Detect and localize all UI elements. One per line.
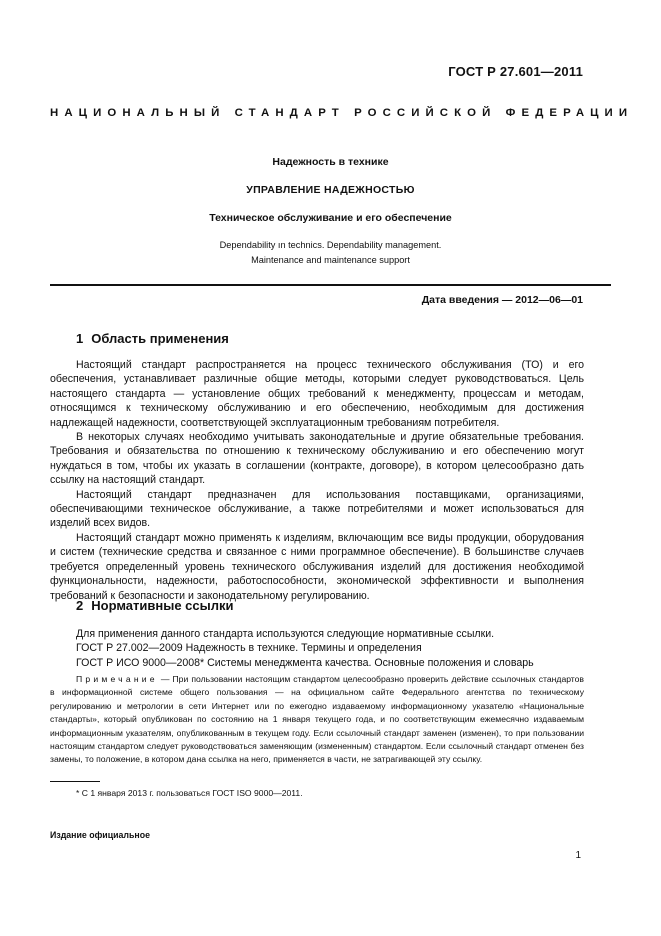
paragraph: В некоторых случаях необходимо учитывать законодательные и другие обязательные требования. Требования и обязательства по отношению к техническому обслуживанию и его обеспечению могут нуждаться в том, чтобы их указать в соглашении (контракте, договоре), в котором целесообразно дать ссылку на настоящий стандарт. — [50, 431, 584, 487]
paragraph: Настоящий стандарт распространяется на процесс технического обслуживания (ТО) и его обеспечения, устанавливает различные общие методы, которыми следует руководствоваться. Цель настоящего стандарта — установление общих требований к менеджменту, процессам и методам, относящимся к техническому обслуживанию и его обеспечению, необходимым для достижения надлежащей надежности, соответствующей эксплуатационным требованиям потребителя. — [50, 359, 584, 429]
paragraph: Настоящий стандарт предназначен для использования поставщиками, организациями, обеспечивающими техническое обслуживание, а также потребителями и может использоваться для изделий всех видов. — [50, 488, 584, 530]
title-line-2: УПРАВЛЕНИЕ НАДЕЖНОСТЬЮ — [246, 184, 415, 196]
section-1-title: Область применения — [91, 331, 229, 346]
section-1-body — [50, 358, 584, 603]
section-1-number: 1 — [76, 331, 84, 346]
national-standard-heading: НАЦИОНАЛЬНЫЙ СТАНДАРТ РОССИЙСКОЙ ФЕДЕРАЦИИ — [50, 107, 634, 119]
page-number: 1 — [575, 850, 581, 861]
references-intro: Для применения данного стандарта используются следующие нормативные ссылки. — [76, 628, 495, 640]
footnote-divider — [50, 781, 100, 782]
introduction-date: Дата введения — 2012—06—01 — [421, 294, 583, 306]
section-2-number: 2 — [76, 598, 84, 613]
title-line-3: Техническое обслуживание и его обеспечение — [209, 212, 452, 224]
title-line-1: Надежность в технике — [272, 156, 389, 168]
section-2-heading — [76, 598, 233, 613]
references-note — [50, 673, 584, 767]
edition-label: Издание официальное — [50, 830, 150, 840]
note-text: — При пользовании настоящим стандартом целесообразно проверить действие ссылочных стандартов в информационной системе общего пользования — на официальном сайте Федерального агентства по техническому регулированию и метрологии в сети Интернет или по ежегодно издаваемому информационному указателю «Национальные стандарты», который опубликован по состоянию на 1 января текущего года, и по соответствующим ежемесячно издаваемым информационным указателям, опубликованным в текущем году. Если ссылочный стандарт заменен (изменен), то при пользовании настоящим стандартом следует руководствоваться заменяющим (измененным) стандартом. Если ссылочный стандарт отменен без замены, то положение, в котором дана ссылка на него, применяется в части, не затрагивающей эту ссылку. — [50, 674, 584, 765]
normative-references — [76, 627, 584, 670]
paragraph: Настоящий стандарт можно применять к изделиям, включающим все виды продукции, оборудования и систем (технические средства и связанное с ними программное обеспечение). В большинстве случаев требуется определенный уровень технического обслуживания изделий для достижения необходимой функциональности, надежности, работоспособности, экономической эффективности и выполнения требований к безопасности и законодательному регулированию. — [50, 531, 584, 602]
section-2-title: Нормативные ссылки — [91, 598, 234, 613]
english-title-1: Dependability ın technics. Dependability management. — [219, 240, 442, 250]
note-label: Примечание — [76, 674, 158, 684]
footnote: * С 1 января 2013 г. пользоваться ГОСТ ISO 9000—2011. — [76, 788, 303, 798]
title-divider — [50, 284, 611, 286]
gost-number: ГОСТ Р 27.601—2011 — [448, 64, 583, 79]
reference-item: ГОСТ Р 27.002—2009 Надежность в технике. Термины и определения — [76, 642, 422, 655]
section-1-heading — [76, 331, 229, 346]
reference-item: ГОСТ Р ИСО 9000—2008* Системы менеджмента качества. Основные положения и словарь — [76, 656, 534, 669]
english-title-2: Maintenance and maintenance support — [251, 255, 410, 265]
